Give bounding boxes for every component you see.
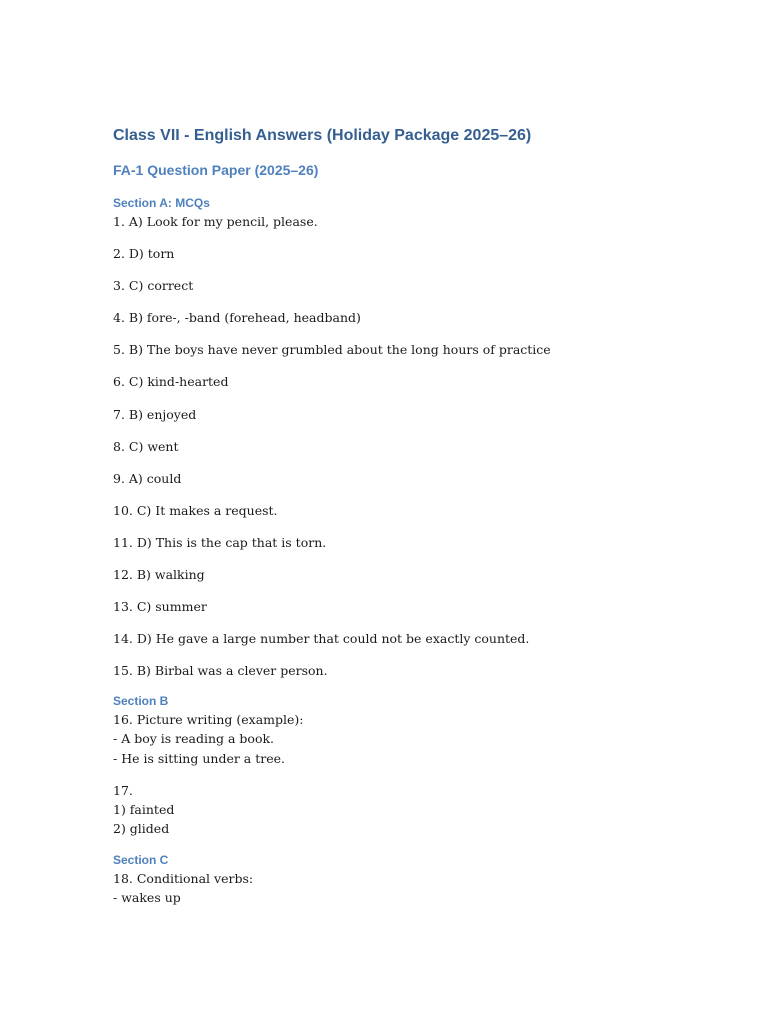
answer-item: 11. D) This is the cap that is torn. bbox=[113, 534, 327, 550]
answer-line: - wakes up bbox=[113, 890, 181, 906]
answer-line: - He is sitting under a tree. bbox=[113, 750, 285, 766]
document-content bbox=[113, 124, 733, 908]
answer-item: 12. B) walking bbox=[113, 567, 205, 583]
section-b-heading: Section B bbox=[113, 693, 169, 708]
section-c-heading: Section C bbox=[113, 852, 169, 867]
answer-line: 16. Picture writing (example): bbox=[113, 711, 304, 727]
section-a-heading: Section A: MCQs bbox=[113, 196, 210, 210]
answer-item: 1. A) Look for my pencil, please. bbox=[113, 214, 318, 229]
answer-item: 8. C) went bbox=[113, 438, 179, 454]
answer-line: - A boy is reading a book. bbox=[113, 731, 275, 747]
answer-item: 9. A) could bbox=[113, 470, 182, 486]
answer-item: 3. C) correct bbox=[113, 278, 194, 294]
answer-item: 7. B) enjoyed bbox=[113, 406, 197, 422]
answer-item: 5. B) The boys have never grumbled about the long hours of practice bbox=[113, 342, 551, 358]
answer-item: 13. C) summer bbox=[113, 599, 207, 615]
question-18-answer bbox=[113, 869, 733, 908]
document-subtitle: FA-1 Question Paper (2025–26) bbox=[113, 162, 319, 178]
question-16-answer bbox=[113, 710, 733, 768]
document-title: Class VII - English Answers (Holiday Package 2025–26) bbox=[113, 127, 532, 144]
answer-item: 10. C) It makes a request. bbox=[113, 502, 278, 518]
answer-line: 1) fainted bbox=[113, 802, 175, 818]
section-a-answer-list bbox=[113, 212, 733, 681]
answer-item: 6. C) kind-hearted bbox=[113, 374, 229, 390]
answer-item: 14. D) He gave a large number that could not be exactly counted. bbox=[113, 631, 530, 647]
answer-line: 17. bbox=[113, 782, 133, 798]
answer-line: 18. Conditional verbs: bbox=[113, 870, 254, 886]
answer-line: 2) glided bbox=[113, 821, 170, 837]
answer-item: 15. B) Birbal was a clever person. bbox=[113, 663, 328, 679]
question-17-answer bbox=[113, 781, 733, 839]
answer-item: 4. B) fore-, -band (forehead, headband) bbox=[113, 310, 361, 326]
answer-item: 2. D) torn bbox=[113, 246, 175, 262]
